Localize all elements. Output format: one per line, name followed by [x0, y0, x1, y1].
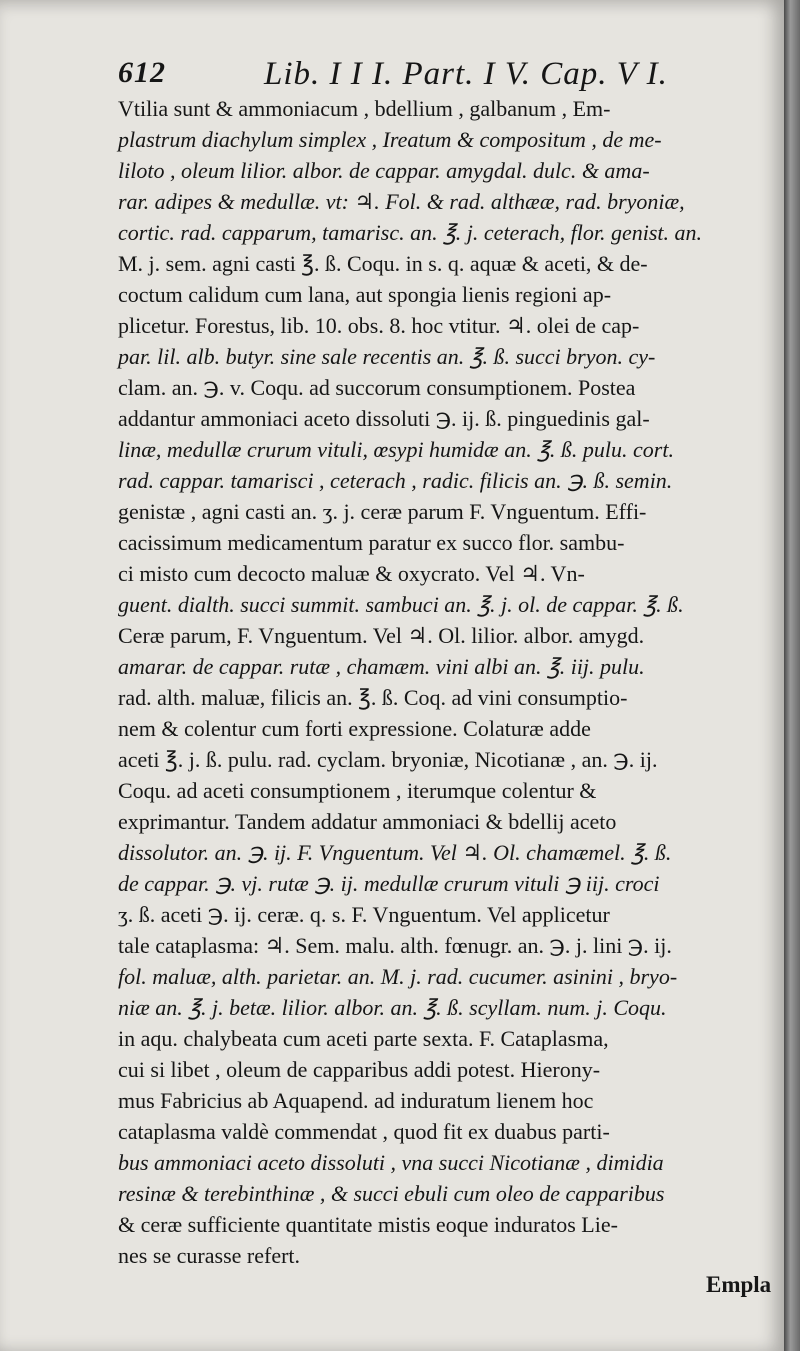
text-line: cui si libet , oleum de capparibus addi potest. Hierony- [118, 1057, 601, 1082]
text-line: rad. alth. maluæ, filicis an. ℥. ß. Coq. ad vini consumptio- [118, 685, 628, 710]
text-line: Coqu. ad aceti consumptionem , iterumque colentur & [118, 778, 597, 803]
text-line: genistæ , agni casti an. ʒ. j. ceræ parum F. Vnguentum. Effi- [118, 499, 647, 524]
page-header [118, 56, 678, 96]
text-line: ʒ. ß. aceti ℈. ij. ceræ. q. s. F. Vnguentum. Vel applicetur [118, 902, 610, 927]
body-text [118, 93, 782, 1271]
text-line: liloto , oleum lilior. albor. de cappar. amygdal. dulc. & ama- [118, 158, 650, 183]
text-line: ci misto cum decocto maluæ & oxycrato. Vel ♃. Vn- [118, 561, 585, 586]
text-line: M. j. sem. agni casti ℥. ß. Coqu. in s. q. aquæ & aceti, & de- [118, 251, 648, 276]
text-line: rad. cappar. tamarisci , ceterach , radic. filicis an. ℈. ß. semin. [118, 468, 673, 493]
text-line: nes se curasse refert. [118, 1243, 301, 1268]
text-line: addantur ammoniaci aceto dissoluti ℈. ij. ß. pinguedinis gal- [118, 406, 650, 431]
text-line: mus Fabricius ab Aquapend. ad induratum lienem hoc [118, 1088, 594, 1113]
text-line: niæ an. ℥. j. betæ. lilior. albor. an. ℥. ß. scyllam. num. j. Coqu. [118, 995, 667, 1020]
text-line: fol. maluæ, alth. parietar. an. M. j. rad. cucumer. asinini , bryo- [118, 964, 678, 989]
text-line: Vtilia sunt & ammoniacum , bdellium , galbanum , Em- [118, 96, 611, 121]
text-line: linæ, medullæ crurum vituli, œsypi humidæ an. ℥. ß. pulu. cort. [118, 437, 674, 462]
running-head: Lib. I I I. Part. I V. Cap. V I. [264, 56, 668, 92]
text-line: Ceræ parum, F. Vnguentum. Vel ♃. Ol. lilior. albor. amygd. [118, 623, 645, 648]
text-line: dissolutor. an. ℈. ij. F. Vnguentum. Vel ♃. Ol. chamæmel. ℥. ß. [118, 840, 672, 865]
text-line: cortic. rad. capparum, tamarisc. an. ℥. j. ceterach, flor. genist. an. [118, 220, 703, 245]
text-line: nem & colentur cum forti expressione. Colaturæ adde [118, 716, 591, 741]
text-line: plicetur. Forestus, lib. 10. obs. 8. hoc vtitur. ♃. olei de cap- [118, 313, 640, 338]
text-line: coctum calidum cum lana, aut spongia lienis regioni ap- [118, 282, 612, 307]
text-line: amarar. de cappar. rutæ , chamæm. vini albi an. ℥. iij. pulu. [118, 654, 645, 679]
text-line: in aqu. chalybeata cum aceti parte sexta. F. Cataplasma, [118, 1026, 609, 1051]
text-line: rar. adipes & medullæ. vt: ♃. Fol. & rad. althææ, rad. bryoniæ, [118, 189, 685, 214]
text-line: aceti ℥. j. ß. pulu. rad. cyclam. bryoniæ, Nicotianæ , an. ℈. ij. [118, 747, 658, 772]
text-line: resinæ & terebinthinæ , & succi ebuli cum oleo de capparibus [118, 1181, 665, 1206]
text-line: bus ammoniaci aceto dissoluti , vna succi Nicotianæ , dimidia [118, 1150, 664, 1175]
text-line: par. lil. alb. butyr. sine sale recentis an. ℥. ß. succi bryon. cy- [118, 344, 656, 369]
text-line: cataplasma valdè commendat , quod fit ex duabus parti- [118, 1119, 610, 1144]
text-line: exprimantur. Tandem addatur ammoniaci & bdellij aceto [118, 809, 617, 834]
page-edge-shadow [784, 0, 800, 1351]
text-line: cacissimum medicamentum paratur ex succo flor. sambu- [118, 530, 625, 555]
text-line: tale cataplasma: ♃. Sem. malu. alth. fœnugr. an. ℈. j. lini ℈. ij. [118, 933, 672, 958]
text-line: clam. an. ℈. v. Coqu. ad succorum consumptionem. Postea [118, 375, 636, 400]
text-line: de cappar. ℈. vj. rutæ ℈. ij. medullæ crurum vituli ℈ iij. croci [118, 871, 660, 896]
text-line: & ceræ sufficiente quantitate mistis eoque induratos Lie- [118, 1212, 618, 1237]
page-number: 612 [118, 56, 166, 89]
catchword: Empla [706, 1272, 772, 1297]
text-line: guent. dialth. succi summit. sambuci an. ℥. j. ol. de cappar. ℥. ß. [118, 592, 684, 617]
text-line: plastrum diachylum simplex , Ireatum & compositum , de me- [118, 127, 662, 152]
